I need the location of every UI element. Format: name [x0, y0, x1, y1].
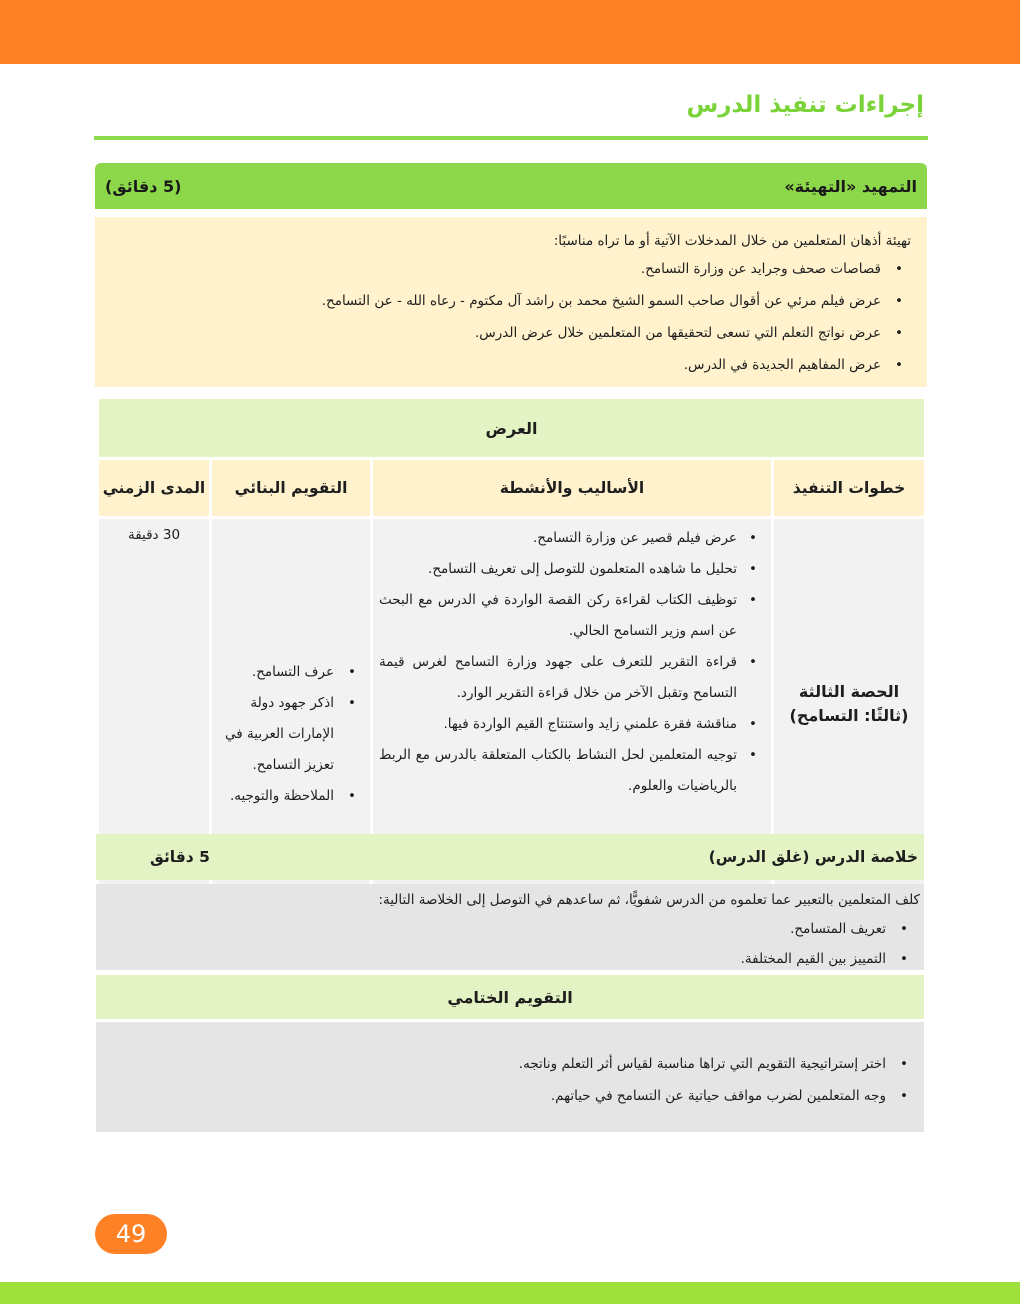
list-item: • قراءة التقرير للتعرف على جهود وزارة التسامح لغرس قيمة التسامح وتقبل الآخر من خلال قراءة التقرير الوارد. [379, 647, 763, 709]
evaluation-list [218, 657, 364, 812]
column-header-steps: خطوات التنفيذ [774, 460, 924, 516]
list-item: • عرض نواتج التعلم التي تسعى لتحقيقها من المتعلمين خلال عرض الدرس. [111, 317, 911, 349]
column-header-methods: الأساليب والأنشطة [373, 460, 771, 516]
khulasa-duration: 5 دقائق [150, 848, 210, 866]
title-underline [94, 136, 928, 140]
column-header-duration: المدى الزمني [99, 460, 209, 516]
final-eval-header: التقويم الختامي [96, 975, 924, 1019]
khulasa-intro: كلف المتعلمين بالتعبير عما تعلموه من الدرس شفويًّا، ثم ساعدهم في التوصل إلى الخلاصة التالية: [378, 892, 920, 908]
list-item: • توظيف الكتاب لقراءة ركن القصة الواردة في الدرس مع البحث عن اسم وزير التسامح الحالي. [379, 585, 763, 647]
list-item: • اختر إستراتيجية التقويم التي تراها مناسبة لقياس أثر التعلم وناتجه. [96, 1048, 920, 1080]
list-item: • عرض فيلم قصير عن وزارة التسامح. [379, 523, 763, 554]
list-item: • توجيه المتعلمين لحل النشاط بالكتاب المتعلقة بالدرس مع الربط بالرياضيات والعلوم. [379, 740, 763, 802]
list-item: • تحليل ما شاهده المتعلمون للتوصل إلى تعريف التسامح. [379, 554, 763, 585]
tamheed-header [95, 163, 927, 209]
final-eval-body [96, 1022, 924, 1132]
tamheed-title: التمهيد «التهيئة» [784, 176, 917, 196]
tamheed-intro: تهيئة أذهان المتعلمين من خلال المدخلات الآتية أو ما تراه مناسبًا: [553, 233, 911, 249]
list-item: • عرض فيلم مرئي عن أقوال صاحب السمو الشيخ محمد بن راشد آل مكتوم - رعاه الله - عن التسامح. [111, 285, 911, 317]
list-item: • عرض المفاهيم الجديدة في الدرس. [111, 349, 911, 381]
duration-cell: 30 دقيقة [99, 519, 209, 889]
ard-table [96, 396, 927, 892]
final-eval-list [96, 1048, 920, 1112]
list-item: • عرف التسامح. [218, 657, 364, 688]
steps-cell: الحصة الثالثة (ثالثًا: التسامح) [774, 519, 924, 889]
top-orange-bar [0, 0, 1020, 64]
khulasa-body [96, 884, 924, 970]
tamheed-list [111, 253, 911, 381]
list-item: • قصاصات صحف وجرايد عن وزارة التسامح. [111, 253, 911, 285]
tamheed-body [95, 217, 927, 387]
column-header-evaluation: التقويم البنائي [212, 460, 370, 516]
bottom-green-bar [0, 1282, 1020, 1304]
khulasa-header [96, 834, 924, 880]
khulasa-title: خلاصة الدرس (غلق الدرس) [708, 848, 918, 866]
page-number: 49 [95, 1214, 167, 1254]
list-item: • وجه المتعلمين لضرب مواقف حياتية عن التسامح في حياتهم. [96, 1080, 920, 1112]
list-item: • مناقشة فقرة علمني زايد واستنتاج القيم الواردة فيها. [379, 709, 763, 740]
methods-list [379, 523, 763, 802]
list-item: • اذكر جهود دولة الإمارات العربية في تعزيز التسامح. [218, 688, 364, 781]
list-item: • الملاحظة والتوجيه. [218, 781, 364, 812]
list-item: • تعريف المتسامح. [96, 914, 920, 944]
ard-title: العرض [99, 399, 924, 457]
tamheed-duration: (5 دقائق) [105, 176, 182, 196]
list-item: • التمييز بين القيم المختلفة. [96, 944, 920, 970]
page-title: إجراءات تنفيذ الدرس [686, 92, 924, 118]
khulasa-list [96, 914, 920, 970]
